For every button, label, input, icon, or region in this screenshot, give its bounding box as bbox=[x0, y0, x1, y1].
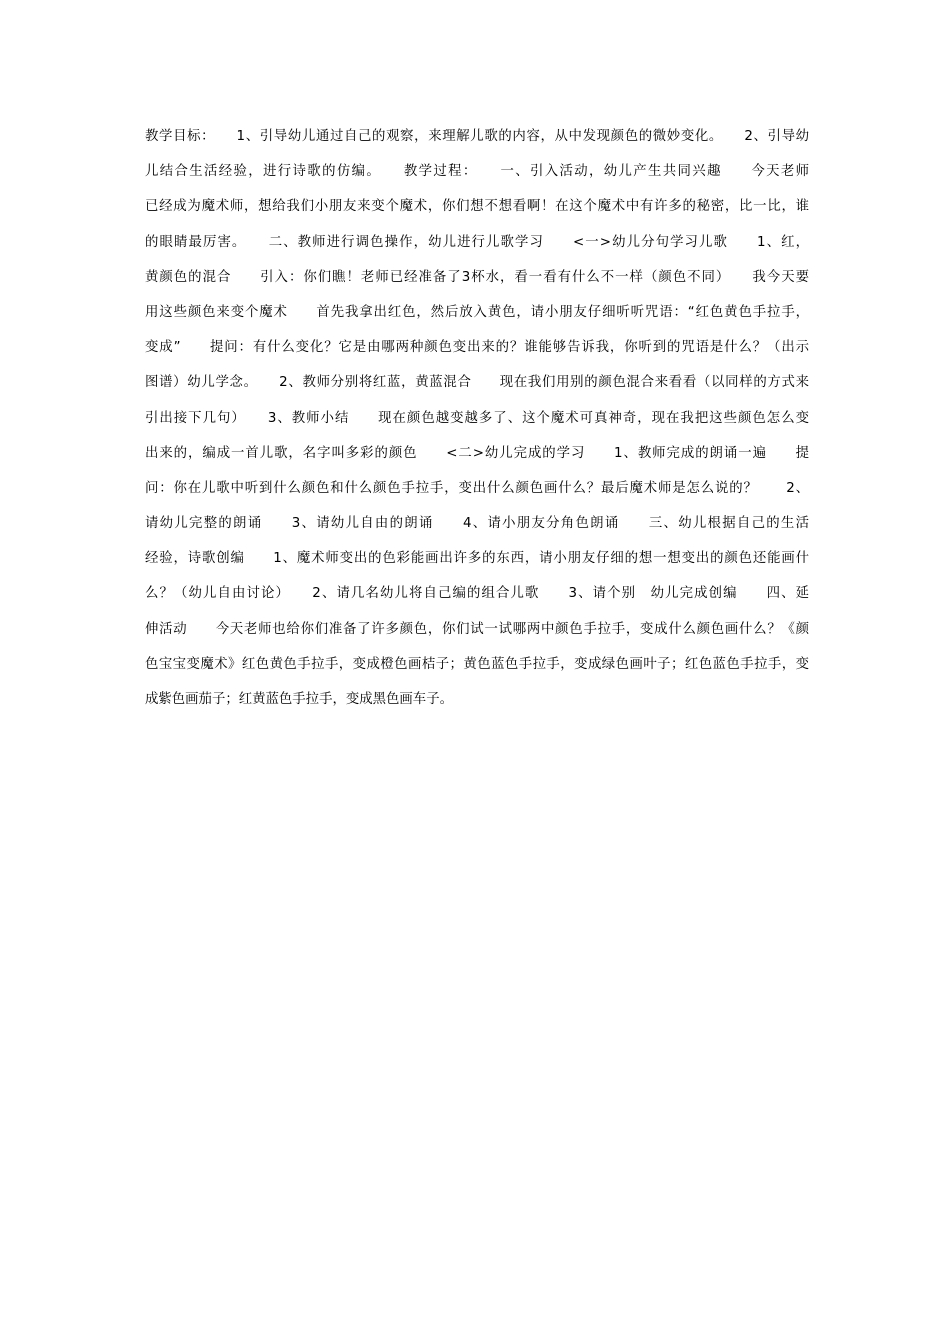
text-line: 教学目标： 1、引导幼儿通过自己的观察，来理解儿歌的内容，从中发现颜色的微妙变化。 2、引导幼 bbox=[145, 129, 809, 144]
text-line: 出来的，编成一首儿歌，名字叫多彩的颜色 <二>幼儿完成的学习 1、教师完成的朗诵一遍 提 bbox=[145, 445, 809, 461]
text-line: 色宝宝变魔术》红色黄色手拉手，变成橙色画桔子；黄色蓝色手拉手，变成绿色画叶子；红色蓝色手拉手，变 bbox=[145, 656, 809, 672]
text-line: 黄颜色的混合 引入：你们瞧！老师已经准备了3杯水，看一看有什么不一样（颜色不同） 我今天要 bbox=[145, 269, 809, 285]
text-line: 请幼儿完整的朗诵 3、请幼儿自由的朗诵 4、请小朋友分角色朗诵 三、幼儿根据自己的生活 bbox=[145, 516, 809, 532]
text-line: 么？（幼儿自由讨论） 2、请几名幼儿将自己编的组合儿歌 3、请个别 幼儿完成创编 四、延 bbox=[145, 586, 809, 602]
text-line: 已经成为魔术师，想给我们小朋友来变个魔术，你们想不想看啊！在这个魔术中有许多的秘密，比一比，谁 bbox=[145, 199, 809, 215]
text-line: 引出接下几句） 3、教师小结 现在颜色越变越多了、这个魔术可真神奇，现在我把这些颜色怎么变 bbox=[145, 410, 809, 426]
text-line: 成紫色画茄子；红黄蓝色手拉手，变成黑色画车子。 bbox=[145, 692, 453, 707]
lesson-plan-text bbox=[145, 124, 809, 722]
text-line: 经验，诗歌创编 1、魔术师变出的色彩能画出许多的东西，请小朋友仔细的想一想变出的颜色还能画什 bbox=[145, 551, 809, 567]
text-line: 儿结合生活经验，进行诗歌的仿编。 教学过程： 一、引入活动，幼儿产生共同兴趣 今天老师 bbox=[145, 164, 809, 180]
text-line: 伸活动 今天老师也给你们准备了许多颜色，你们试一试哪两中颜色手拉手，变成什么颜色画什么？《颜 bbox=[145, 621, 809, 637]
text-line: 问：你在儿歌中听到什么颜色和什么颜色手拉手，变出什么颜色画什么？最后魔术师是怎么说的？ 2、 bbox=[145, 480, 809, 496]
text-line: 用这些颜色来变个魔术 首先我拿出红色，然后放入黄色，请小朋友仔细听听咒语：“红色黄色手拉手， bbox=[145, 304, 809, 320]
text-line: 图谱）幼儿学念。 2、教师分别将红蓝，黄蓝混合 现在我们用别的颜色混合来看看（以同样的方式来 bbox=[145, 375, 809, 391]
text-line: 的眼睛最厉害。 二、教师进行调色操作，幼儿进行儿歌学习 <一>幼儿分句学习儿歌 1、红， bbox=[145, 234, 809, 250]
text-line: 变成” 提问：有什么变化？它是由哪两种颜色变出来的？谁能够告诉我，你听到的咒语是什么？（出示 bbox=[145, 340, 809, 356]
